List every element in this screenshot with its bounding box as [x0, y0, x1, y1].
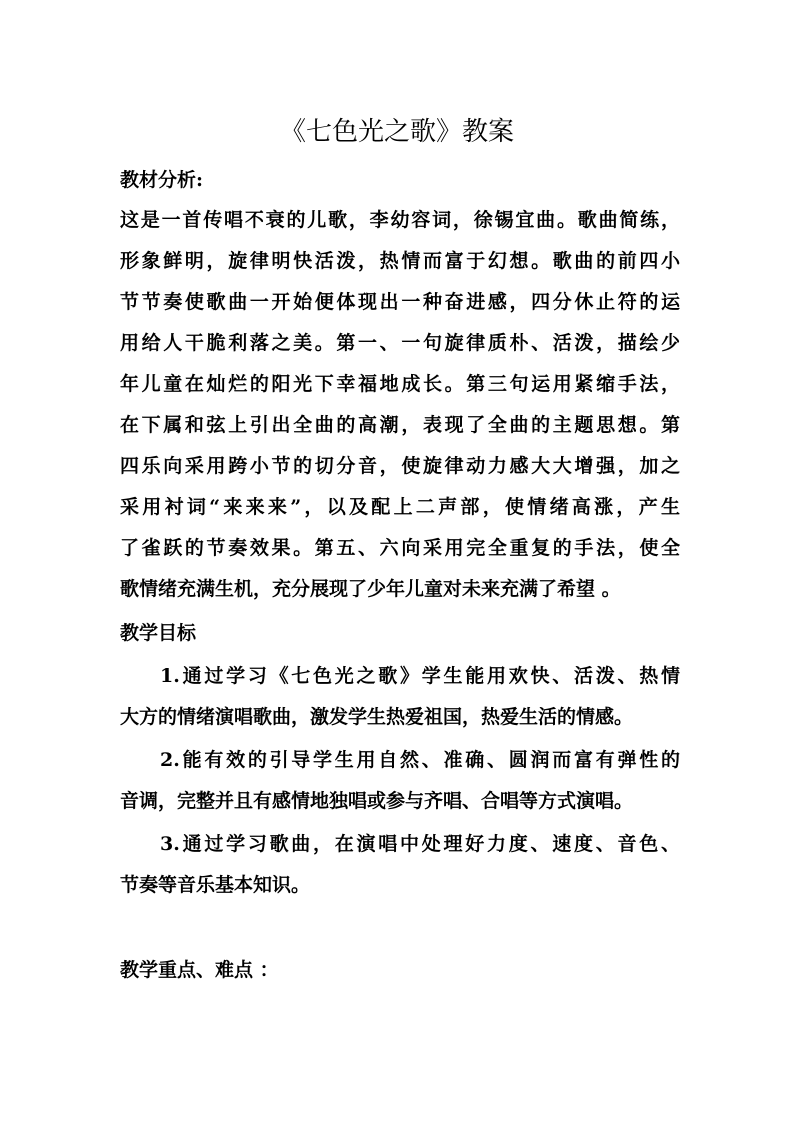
goal-item-line: 大方的情绪演唱歌曲，激发学生热爱祖国，热爱生活的情感。	[120, 706, 634, 728]
goal-item-line: 1.通过学习《七色光之歌》学生能用欢快、活泼、热情	[160, 665, 680, 687]
analysis-line: 了雀跃的节奏效果。第五、六向采用完全重复的手法，使全	[120, 537, 680, 559]
analysis-line: 形象鲜明，旋律明快活泼，热情而富于幻想。歌曲的前四小	[120, 250, 680, 272]
page-title: 《七色光之歌》教案	[279, 117, 514, 147]
analysis-line: 歌情绪充满生机，充分展现了少年儿童对未来充满了希望 。	[120, 578, 621, 600]
section-heading-goals: 教学目标	[120, 622, 197, 644]
analysis-line: 年儿童在灿烂的阳光下幸福地成长。第三句运用紧缩手法，	[120, 373, 680, 395]
goal-item-line: 节奏等音乐基本知识。	[120, 874, 311, 896]
analysis-line: 采用衬词“来来来”，以及配上二声部，使情绪高涨，产生	[120, 496, 680, 518]
analysis-line: 四乐向采用跨小节的切分音，使旋律动力感大大增强，加之	[120, 455, 680, 477]
analysis-line: 用给人干脆利落之美。第一、一句旋律质朴、活泼，描绘少	[120, 332, 680, 354]
analysis-line: 在下属和弦上引出全曲的高潮，表现了全曲的主题思想。第	[120, 414, 680, 436]
goal-item-line: 音调，完整并且有感情地独唱或参与齐唱、合唱等方式演唱。	[120, 790, 634, 812]
analysis-line: 节节奏使歌曲一开始便体现出一种奋进感，四分休止符的运	[120, 291, 680, 313]
section-heading-analysis: 教材分析:	[120, 169, 204, 191]
goal-item-line: 3.通过学习歌曲，在演唱中处理好力度、速度、音色、	[160, 833, 680, 855]
analysis-line: 这是一首传唱不衰的儿歌，李幼容词，徐锡宜曲。歌曲简练，	[120, 209, 680, 231]
section-heading-keypoints: 教学重点、难点 ：	[120, 959, 279, 981]
goal-item-line: 2.能有效的引导学生用自然、准确、圆润而富有弹性的	[160, 749, 680, 771]
